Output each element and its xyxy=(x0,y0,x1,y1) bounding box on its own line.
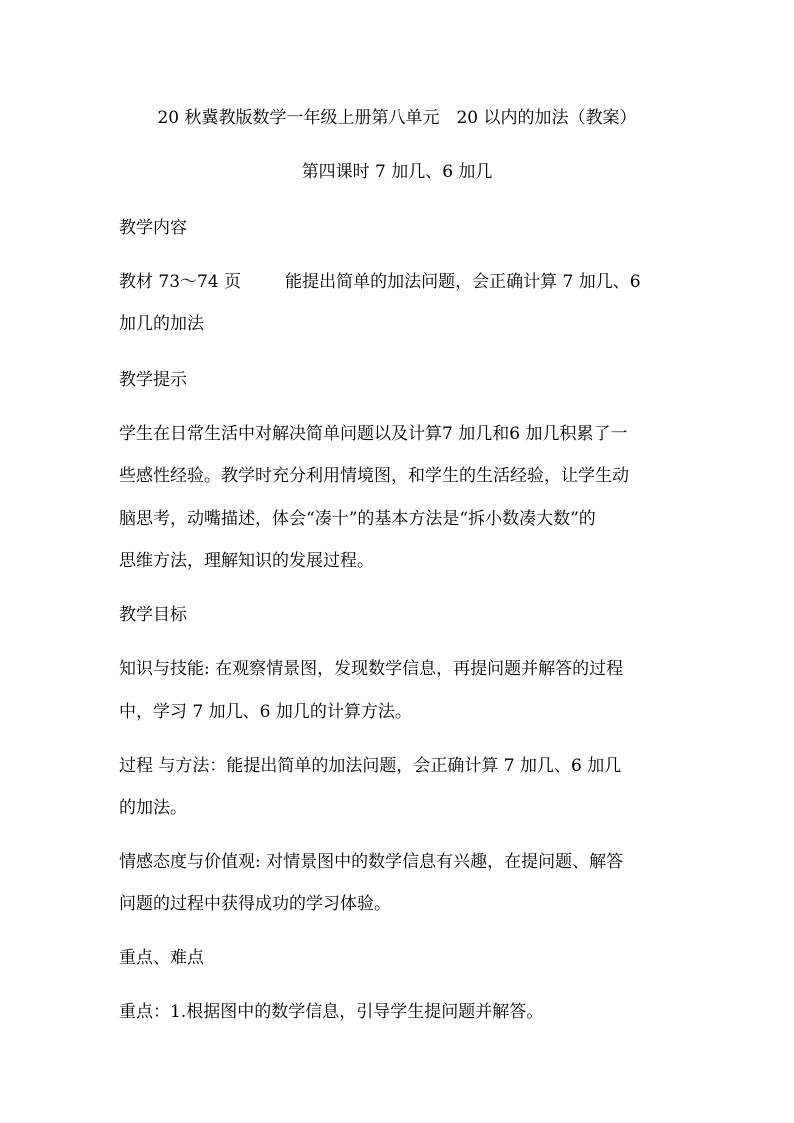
hint-line-1: 学生在日常生活中对解决简单问题以及计算7 加几和6 加几积累了一 xyxy=(119,424,628,444)
hint-line-4: 思维方法，理解知识的发展过程。 xyxy=(119,551,374,571)
goal-line-5: 情感态度与价值观: 对情景图中的数学信息有兴趣，在提问题、解答 xyxy=(119,852,624,872)
goal-heading: 教学目标 xyxy=(119,605,187,625)
document-title: 20 秋冀教版数学一年级上册第八单元 20 以内的加法（教案） xyxy=(157,108,637,128)
key-heading: 重点、难点 xyxy=(119,948,204,968)
key-line-1: 重点：1.根据图中的数学信息，引导学生提问题并解答。 xyxy=(119,1002,544,1022)
goal-line-2: 中，学习 7 加几、6 加几的计算方法。 xyxy=(119,702,412,722)
goal-line-4: 的加法。 xyxy=(119,798,187,818)
hint-heading: 教学提示 xyxy=(119,370,187,390)
hint-line-3: 脑思考，动嘴描述，体会“凑十”的基本方法是“拆小数凑大数”的 xyxy=(119,509,596,529)
content-line-1-part-a: 教材 73～74 页 xyxy=(119,272,242,292)
content-line-2: 加几的加法 xyxy=(119,314,204,334)
goal-line-1: 知识与技能: 在观察情景图，发现数学信息，再提问题并解答的过程 xyxy=(119,659,624,679)
content-heading: 教学内容 xyxy=(119,218,187,238)
hint-line-2: 些感性经验。教学时充分利用情境图，和学生的生活经验，让学生动 xyxy=(119,466,629,486)
content-line-1-part-b: 能提出简单的加法问题，会正确计算 7 加几、6 xyxy=(285,272,641,292)
document-subtitle: 第四课时 7 加几、6 加几 xyxy=(301,162,493,182)
goal-line-3: 过程 与方法：能提出简单的加法问题，会正确计算 7 加几、6 加几 xyxy=(119,756,622,776)
content-line-1 xyxy=(119,271,681,293)
goal-line-6: 问题的过程中获得成功的学习体验。 xyxy=(119,894,391,914)
